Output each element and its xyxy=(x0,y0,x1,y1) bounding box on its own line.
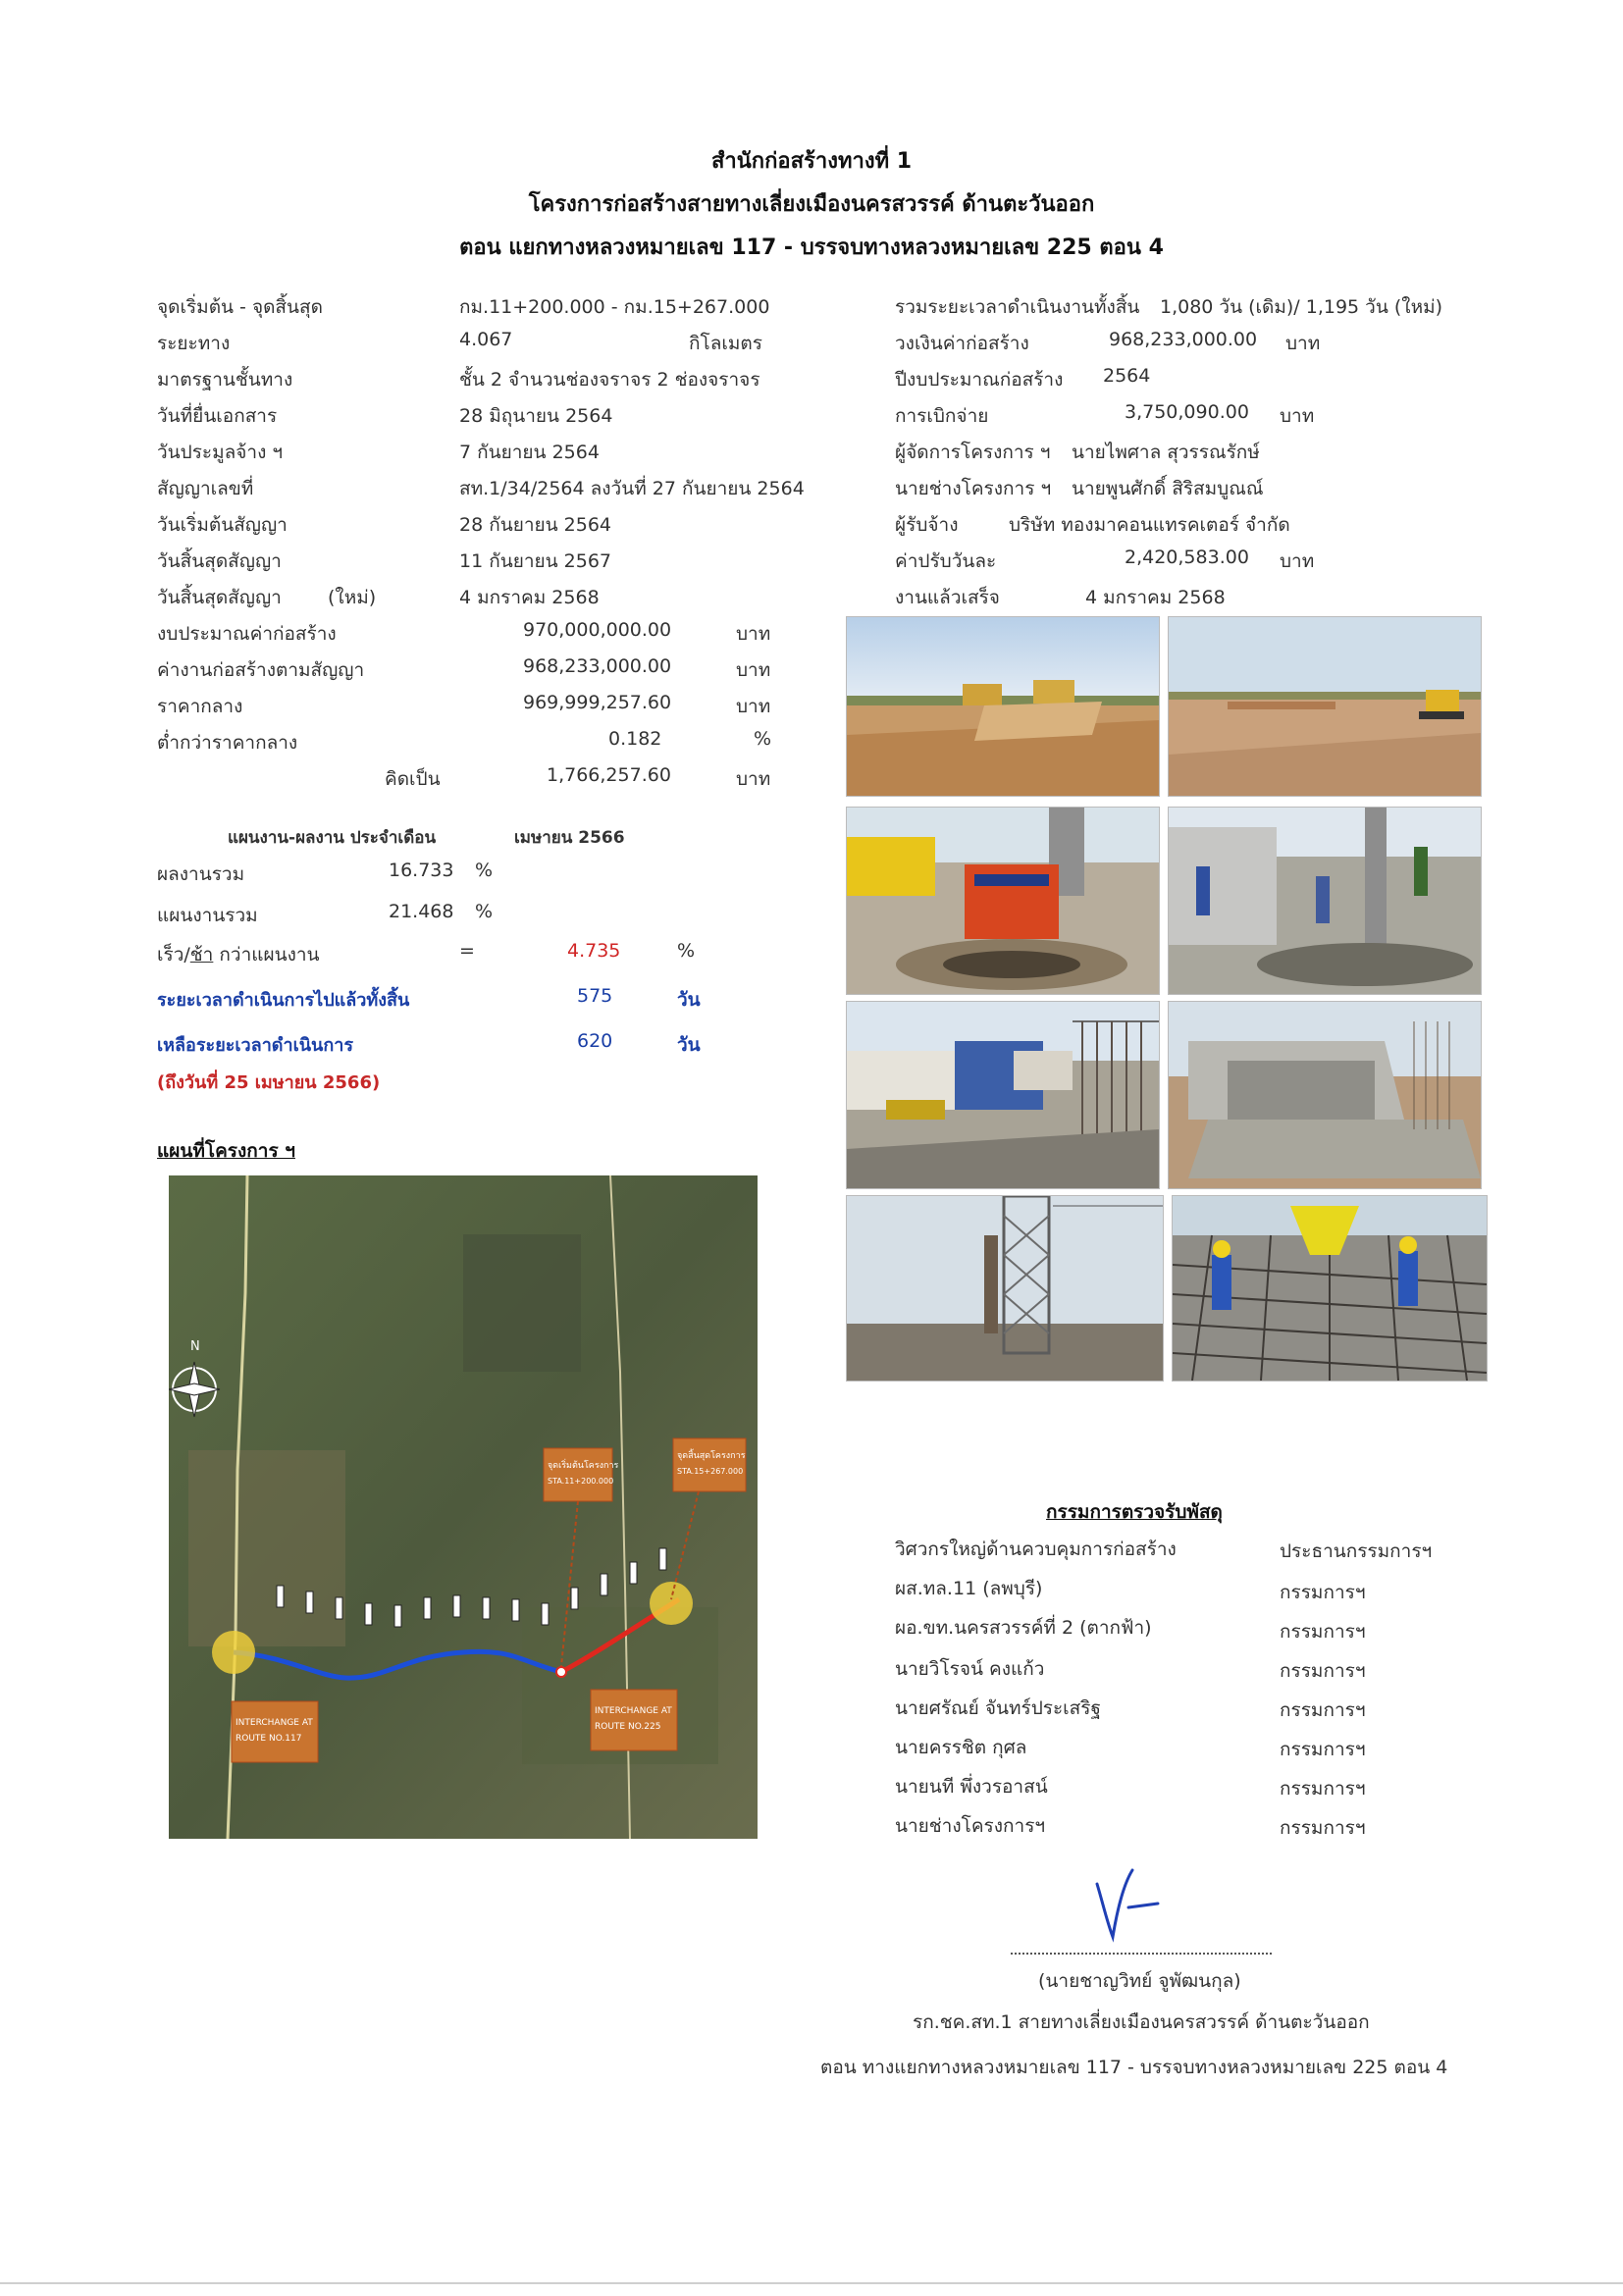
info-label: งานแล้วเสร็จ xyxy=(895,587,1000,608)
budget-label: ราคากลาง xyxy=(157,696,243,717)
site-photo-drilling xyxy=(846,807,1160,995)
budget-value: 1,766,257.60 xyxy=(547,764,671,786)
plan-label: แผนงานรวม xyxy=(157,905,258,926)
info-label: สัญญาเลขที่ xyxy=(157,478,254,499)
site-photo-concrete-pour xyxy=(1168,807,1482,995)
info-value: 2,420,583.00 xyxy=(1125,547,1249,568)
committee-member-name: นายช่างโครงการฯ xyxy=(895,1815,1046,1837)
info-value: 28 มิถุนายน 2564 xyxy=(459,405,613,427)
signer-position: รก.ชค.สท.1 สายทางเลี่ยงเมืองนครสวรรค์ ด้านตะวันออก xyxy=(913,2011,1370,2033)
budget-unit: บาท xyxy=(736,659,771,681)
start-station: STA.11+200.000 xyxy=(548,1477,614,1486)
budget-value: 0.182 xyxy=(608,728,662,750)
info-label: การเบิกจ่าย xyxy=(895,405,989,427)
signature-line xyxy=(1011,1953,1272,1955)
committee-title: กรรมการตรวจรับพัสดุ xyxy=(1046,1501,1223,1523)
elapsed-unit: วัน xyxy=(677,989,701,1011)
budget-label: ต่ำกว่าราคากลาง xyxy=(157,732,298,754)
interchange-225-marker xyxy=(650,1582,693,1625)
north-label: N xyxy=(190,1339,200,1354)
info-value: 4 มกราคม 2568 xyxy=(1085,587,1226,608)
info-label: ผู้รับจ้าง xyxy=(895,514,959,536)
progress-month: เมษายน 2566 xyxy=(514,828,625,848)
committee-member-role: ประธานกรรมการฯ xyxy=(1280,1540,1433,1562)
budget-value: 970,000,000.00 xyxy=(523,619,672,641)
info-sub: (ใหม่) xyxy=(328,587,377,608)
committee-member-role: กรรมการฯ xyxy=(1280,1778,1366,1800)
page-bottom-edge xyxy=(0,2282,1623,2284)
info-unit: บาท xyxy=(1285,333,1321,354)
info-value: นายไพศาล สุวรรณรักษ์ xyxy=(1072,442,1260,463)
info-label: จุดเริ่มต้น - จุดสิ้นสุด xyxy=(157,296,323,318)
end-label: จุดสิ้นสุดโครงการ xyxy=(677,1451,746,1461)
plan-unit: % xyxy=(475,901,494,922)
info-label: ระยะทาง xyxy=(157,333,231,354)
committee-member-name: นายวิโรจน์ คงแก้ว xyxy=(895,1658,1045,1680)
budget-unit: บาท xyxy=(736,696,771,717)
info-value: สท.1/34/2564 ลงวันที่ 27 กันยายน 2564 xyxy=(459,478,805,499)
progress-title: แผนงาน-ผลงาน ประจำเดือน xyxy=(228,828,437,848)
site-photo-earthwork xyxy=(846,616,1160,797)
committee-member-role: กรรมการฯ xyxy=(1280,1699,1366,1721)
header-line-2: โครงการก่อสร้างสายทางเลี่ยงเมืองนครสวรรค์ ด้านตะวันออก xyxy=(528,192,1095,217)
committee-member-name: ผส.ทล.11 (ลพบุรี) xyxy=(895,1578,1043,1599)
site-photo-box-culvert xyxy=(1168,1001,1482,1189)
diff-equals: = xyxy=(459,940,475,962)
info-value: 28 กันยายน 2564 xyxy=(459,514,612,536)
interchange-117-marker xyxy=(212,1631,255,1674)
map-title: แผนที่โครงการ ฯ xyxy=(157,1140,295,1162)
info-value: 7 กันยายน 2564 xyxy=(459,442,600,463)
committee-member-name: นายครรชิต กุศล xyxy=(895,1737,1027,1758)
site-photo-pile-rig xyxy=(846,1195,1164,1382)
committee-member-role: กรรมการฯ xyxy=(1280,1582,1366,1603)
committee-member-role: กรรมการฯ xyxy=(1280,1739,1366,1760)
info-unit: บาท xyxy=(1280,405,1315,427)
info-value: 1,080 วัน (เดิม)/ 1,195 วัน (ใหม่) xyxy=(1160,296,1443,318)
committee-member-role: กรรมการฯ xyxy=(1280,1660,1366,1682)
actual-value: 16.733 xyxy=(389,860,454,881)
info-label: วันประมูลจ้าง ฯ xyxy=(157,442,284,463)
actual-label: ผลงานรวม xyxy=(157,863,245,885)
info-value: 968,233,000.00 xyxy=(1109,329,1258,350)
diff-label: เร็ว/ช้า กว่าแผนงาน xyxy=(157,944,320,965)
info-label: วันสิ้นสุดสัญญา xyxy=(157,550,282,572)
info-label: ปีงบประมาณก่อสร้าง xyxy=(895,369,1064,391)
diff-value: 4.735 xyxy=(567,940,621,962)
committee-member-name: นายนที พึ่งวรอาสน์ xyxy=(895,1776,1048,1798)
budget-unit: บาท xyxy=(736,623,771,645)
committee-member-name: นายศรัณย์ จันทร์ประเสริฐ xyxy=(895,1697,1101,1719)
info-value: 4 มกราคม 2568 xyxy=(459,587,600,608)
actual-unit: % xyxy=(475,860,494,881)
committee-member-name: วิศวกรใหญ่ด้านควบคุมการก่อสร้าง xyxy=(895,1539,1177,1560)
info-value: กม.11+200.000 - กม.15+267.000 xyxy=(459,296,770,318)
info-value: 2564 xyxy=(1103,365,1151,387)
budget-label: คิดเป็น xyxy=(385,768,441,790)
site-photo-mixer-trucks xyxy=(846,1001,1160,1189)
info-value: บริษัท ทองมาคอนแทรคเตอร์ จำกัด xyxy=(1009,514,1290,536)
info-label: วงเงินค่าก่อสร้าง xyxy=(895,333,1029,354)
signer-name: (นายชาญวิทย์ จูพัฒนกุล) xyxy=(1038,1970,1241,1992)
info-unit: บาท xyxy=(1280,550,1315,572)
info-label: มาตรฐานชั้นทาง xyxy=(157,369,293,391)
info-value: ชั้น 2 จำนวนช่องจราจร 2 ช่องจราจร xyxy=(459,369,760,391)
info-label: นายช่างโครงการ ฯ xyxy=(895,478,1052,499)
remain-label: เหลือระยะเวลาดำเนินการ xyxy=(157,1035,354,1056)
info-label: ค่าปรับวันละ xyxy=(895,550,997,572)
elapsed-value: 575 xyxy=(577,985,613,1007)
elapsed-label: ระยะเวลาดำเนินการไปแล้วทั้งสิ้น xyxy=(157,990,410,1011)
info-value: 4.067 xyxy=(459,329,513,350)
info-label: วันที่ยื่นเอกสาร xyxy=(157,405,278,427)
plan-value: 21.468 xyxy=(389,901,454,922)
project-map xyxy=(169,1175,758,1839)
budget-unit: % xyxy=(754,728,772,750)
info-unit: กิโลเมตร xyxy=(689,333,762,354)
budget-value: 969,999,257.60 xyxy=(523,692,672,713)
committee-member-role: กรรมการฯ xyxy=(1280,1621,1366,1643)
header-line-1: สำนักก่อสร้างทางที่ 1 xyxy=(710,149,913,174)
as-of-date: (ถึงวันที่ 25 เมษายน 2566) xyxy=(157,1072,381,1093)
info-label: วันเริ่มต้นสัญญา xyxy=(157,514,288,536)
remain-unit: วัน xyxy=(677,1034,701,1056)
site-photo-bulldozer xyxy=(1168,616,1482,797)
info-label: ผู้จัดการโครงการ ฯ xyxy=(895,442,1051,463)
info-value: นายพูนศักดิ์ สิริสมบูณณ์ xyxy=(1072,478,1264,499)
end-station: STA.15+267.000 xyxy=(677,1467,744,1476)
site-photo-rebar-deck xyxy=(1172,1195,1488,1382)
budget-value: 968,233,000.00 xyxy=(523,655,672,677)
handwritten-signature xyxy=(1089,1864,1168,1943)
budget-label: งบประมาณค่าก่อสร้าง xyxy=(157,623,337,645)
interchange-117-label-1: INTERCHANGE AT xyxy=(236,1718,313,1728)
budget-unit: บาท xyxy=(736,768,771,790)
committee-member-role: กรรมการฯ xyxy=(1280,1817,1366,1839)
diff-unit: % xyxy=(677,940,696,962)
info-value: 11 กันยายน 2567 xyxy=(459,550,612,572)
budget-label: ค่างานก่อสร้างตามสัญญา xyxy=(157,659,365,681)
interchange-225-label-1: INTERCHANGE AT xyxy=(595,1706,672,1716)
interchange-117-label-2: ROUTE NO.117 xyxy=(236,1734,302,1744)
committee-member-name: ผอ.ขท.นครสวรรค์ที่ 2 (ตากฟ้า) xyxy=(895,1617,1152,1639)
signer-position-line2: ตอน ทางแยกทางหลวงหมายเลข 117 - บรรจบทางหลวงหมายเลข 225 ตอน 4 xyxy=(820,2057,1448,2078)
info-value: 3,750,090.00 xyxy=(1125,401,1249,423)
info-label: วันสิ้นสุดสัญญา xyxy=(157,587,282,608)
start-label: จุดเริ่มต้นโครงการ xyxy=(548,1461,619,1471)
info-label: รวมระยะเวลาดำเนินงานทั้งสิ้น xyxy=(895,296,1140,318)
interchange-225-label-2: ROUTE NO.225 xyxy=(595,1722,661,1732)
remain-value: 620 xyxy=(577,1030,613,1052)
header-line-3: ตอน แยกทางหลวงหมายเลข 117 - บรรจบทางหลวงหมายเลข 225 ตอน 4 xyxy=(459,235,1164,260)
